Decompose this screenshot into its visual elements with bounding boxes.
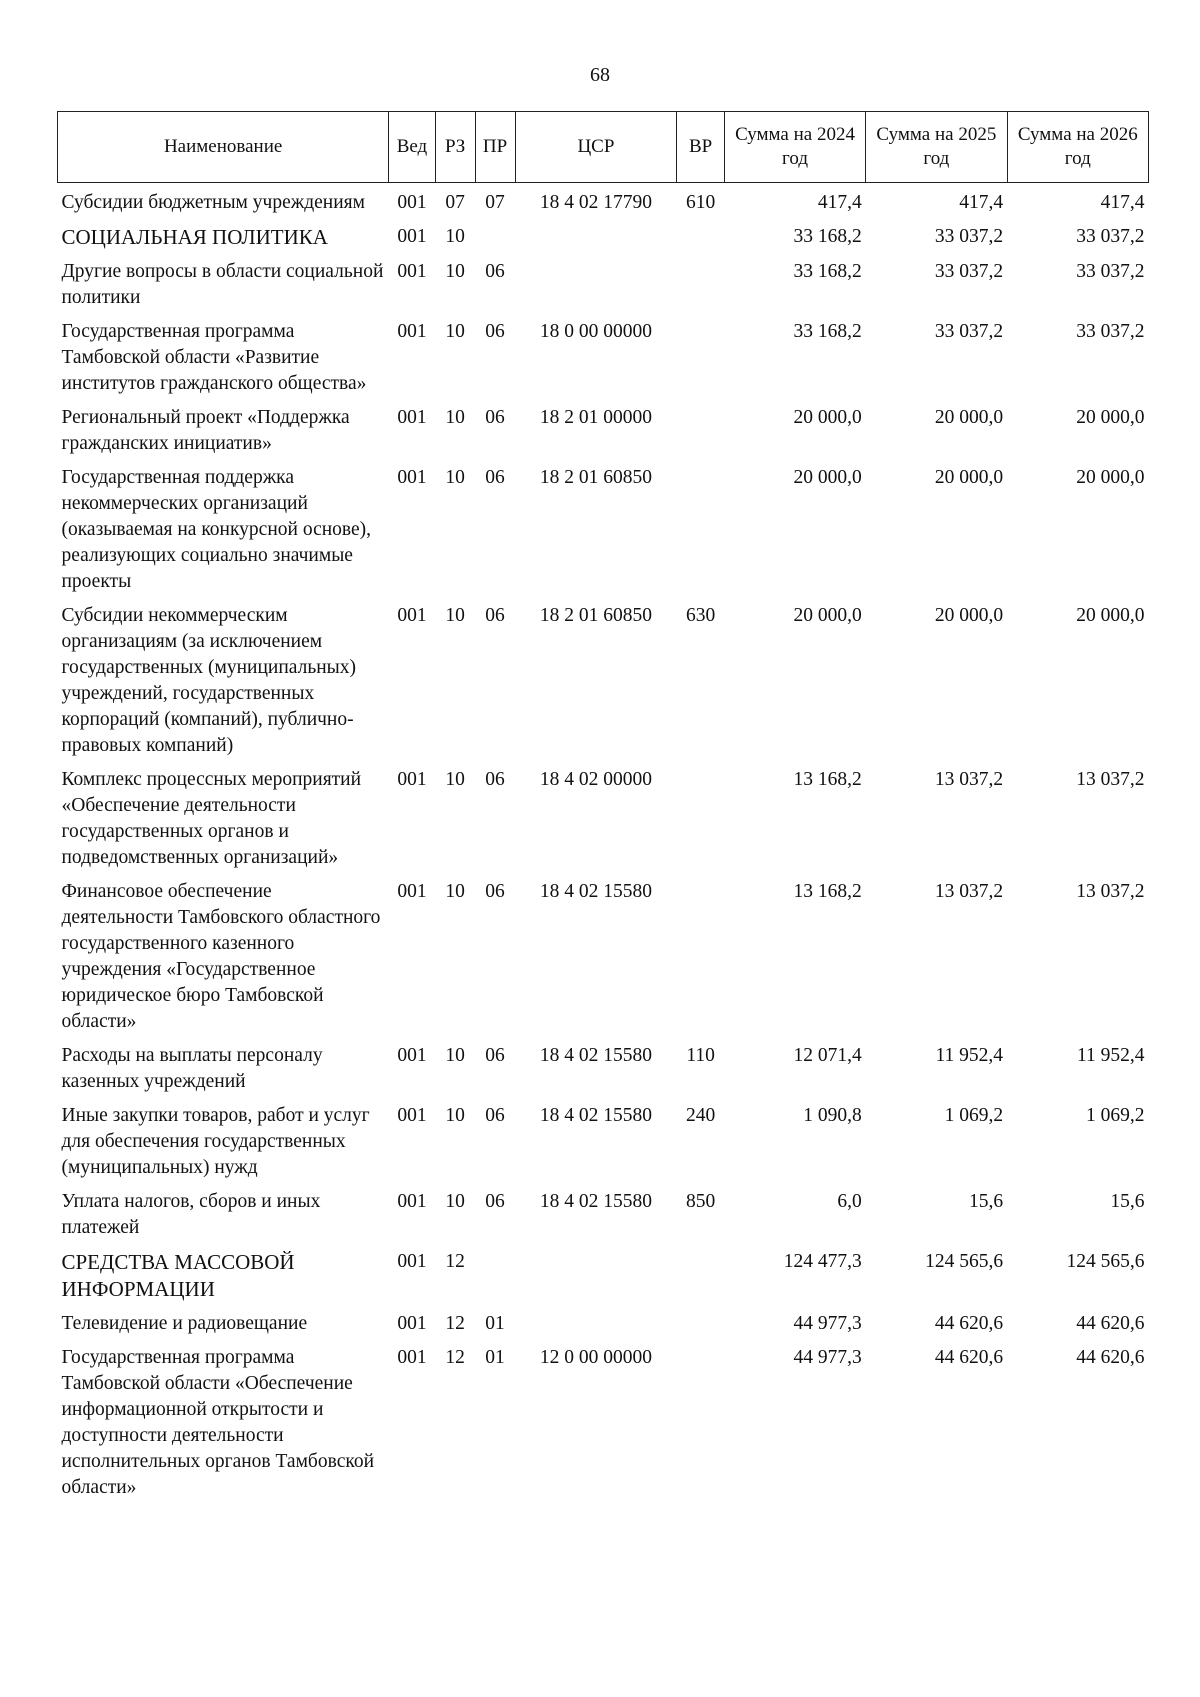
- cell-rz: 10: [445, 605, 465, 626]
- cell-name: Комплекс процессных мероприятий «Обеспечение деятельности государственных органов и подведомственных организаций»: [61, 769, 362, 868]
- cell-name: Иные закупки товаров, работ и услуг для обеспечения государственных (муниципальных) нужд: [61, 1105, 370, 1178]
- cell-sum-2024: 33 168,2: [793, 261, 862, 282]
- cell-sum-2026: 44 620,6: [1076, 1347, 1145, 1368]
- cell-pr: 06: [485, 769, 505, 790]
- cell-sum-2025: 20 000,0: [934, 407, 1004, 428]
- cell-pr: 07: [485, 192, 505, 213]
- cell-sum-2026: 13 037,2: [1076, 769, 1145, 790]
- budget-table: [57, 111, 1149, 1502]
- cell-name: Телевидение и радиовещание: [61, 1313, 308, 1334]
- cell-pr: 01: [485, 1347, 505, 1368]
- cell-ved: 001: [397, 261, 427, 282]
- cell-pr: 06: [485, 605, 505, 626]
- cell-ved: 001: [397, 1313, 427, 1334]
- cell-sum-2024: 20 000,0: [793, 407, 862, 428]
- table-row: [58, 1304, 1149, 1338]
- cell-name: СОЦИАЛЬНАЯ ПОЛИТИКА: [61, 225, 328, 249]
- cell-sum-2025: 20 000,0: [934, 467, 1004, 488]
- cell-sum-2025: 15,6: [968, 1191, 1004, 1212]
- cell-name: Региональный проект «Поддержка гражданских инициатив»: [61, 407, 350, 454]
- table-row: [58, 760, 1149, 872]
- cell-sum-2026: 15,6: [1110, 1191, 1145, 1212]
- cell-vr: 610: [685, 192, 716, 213]
- cell-csr: [515, 252, 677, 312]
- cell-sum-2025: 44 620,6: [934, 1347, 1004, 1368]
- cell-sum-2026: 20 000,0: [1076, 407, 1145, 428]
- table-row: [58, 1096, 1149, 1182]
- cell-vr: [677, 252, 724, 312]
- table-row: [58, 458, 1149, 596]
- cell-name: СРЕДСТВА МАССОВОЙ ИНФОРМАЦИИ: [61, 1250, 295, 1301]
- cell-csr: 18 0 00 00000: [539, 321, 652, 342]
- table-row: [58, 596, 1149, 760]
- cell-csr: 18 4 02 15580: [539, 881, 652, 902]
- cell-name: Субсидии некоммерческим организациям (за исключением государственных (муниципальных) учреждений, государственных корпораций (компаний), публично-правовых компаний): [61, 605, 357, 756]
- header-vr: ВР: [677, 112, 724, 183]
- cell-sum-2026: 33 037,2: [1076, 321, 1145, 342]
- cell-rz: 10: [445, 769, 465, 790]
- cell-sum-2025: 13 037,2: [934, 881, 1004, 902]
- cell-sum-2025: 20 000,0: [934, 605, 1004, 626]
- cell-vr: [677, 1338, 724, 1502]
- table-row: [58, 312, 1149, 398]
- cell-pr: [475, 1242, 515, 1304]
- cell-pr: 06: [485, 261, 505, 282]
- header-csr: ЦСР: [515, 112, 677, 183]
- cell-rz: 12: [445, 1251, 465, 1272]
- cell-sum-2024: 6,0: [837, 1191, 862, 1212]
- cell-sum-2024: 124 477,3: [783, 1251, 862, 1272]
- cell-ved: 001: [397, 226, 427, 247]
- header-rz: РЗ: [435, 112, 475, 183]
- cell-name: Государственная программа Тамбовской области «Обеспечение информационной открытости и доступности деятельности исполнительных органов Тамбовской области»: [61, 1347, 375, 1498]
- cell-sum-2025: 33 037,2: [934, 261, 1004, 282]
- cell-csr: 18 4 02 00000: [539, 769, 652, 790]
- cell-vr: [677, 1304, 724, 1338]
- cell-sum-2025: 44 620,6: [934, 1313, 1004, 1334]
- cell-pr: 06: [485, 1045, 505, 1066]
- cell-vr: 110: [686, 1045, 715, 1066]
- cell-sum-2025: 124 565,6: [925, 1251, 1004, 1272]
- cell-sum-2026: 13 037,2: [1076, 881, 1145, 902]
- cell-csr: 18 4 02 15580: [539, 1045, 652, 1066]
- cell-pr: 06: [485, 881, 505, 902]
- table-header: [58, 112, 1149, 183]
- cell-name: Финансовое обеспечение деятельности Тамбовского областного государственного казенного учреждения «Государственное юридическое бюро Тамбовской области»: [61, 881, 381, 1032]
- cell-sum-2024: 33 168,2: [793, 226, 862, 247]
- cell-rz: 12: [445, 1347, 465, 1368]
- cell-sum-2025: 33 037,2: [934, 226, 1004, 247]
- cell-csr: 18 4 02 15580: [539, 1105, 652, 1126]
- table-row: [58, 1242, 1149, 1304]
- cell-name: Субсидии бюджетным учреждениям: [61, 192, 365, 213]
- cell-csr: 12 0 00 00000: [539, 1347, 652, 1368]
- cell-sum-2026: 20 000,0: [1076, 605, 1145, 626]
- cell-ved: 001: [397, 881, 427, 902]
- table-row: [58, 398, 1149, 458]
- cell-name: Другие вопросы в области социальной политики: [61, 261, 384, 308]
- cell-name: Расходы на выплаты персоналу казенных учреждений: [61, 1045, 323, 1092]
- cell-csr: 18 4 02 15580: [539, 1191, 652, 1212]
- cell-sum-2024: 1 090,8: [803, 1105, 862, 1126]
- header-name: Наименование: [58, 112, 389, 183]
- cell-rz: 07: [445, 192, 465, 213]
- cell-sum-2026: 33 037,2: [1076, 261, 1145, 282]
- cell-sum-2026: 124 565,6: [1066, 1251, 1145, 1272]
- cell-csr: 18 2 01 60850: [539, 467, 652, 488]
- cell-rz: 10: [445, 226, 465, 247]
- table-row: [58, 217, 1149, 252]
- cell-ved: 001: [397, 1191, 427, 1212]
- cell-pr: 06: [485, 407, 505, 428]
- cell-sum-2026: 11 952,4: [1076, 1045, 1145, 1066]
- cell-pr: [475, 217, 515, 252]
- cell-ved: 001: [397, 1251, 427, 1272]
- cell-ved: 001: [397, 769, 427, 790]
- cell-vr: 630: [685, 605, 716, 626]
- cell-rz: 10: [445, 467, 465, 488]
- cell-sum-2026: 20 000,0: [1076, 467, 1145, 488]
- table-row: [58, 1338, 1149, 1502]
- cell-ved: 001: [397, 1347, 427, 1368]
- cell-rz: 10: [445, 407, 465, 428]
- cell-ved: 001: [397, 467, 427, 488]
- cell-rz: 10: [445, 1105, 465, 1126]
- cell-name: Государственная программа Тамбовской области «Развитие институтов гражданского общества»: [61, 321, 367, 394]
- header-sum-2026: Сумма на 2026 год: [1007, 112, 1148, 183]
- cell-ved: 001: [397, 192, 427, 213]
- cell-csr: [515, 1304, 677, 1338]
- cell-pr: 01: [485, 1313, 505, 1334]
- cell-pr: 06: [485, 1105, 505, 1126]
- cell-vr: [677, 458, 724, 596]
- cell-sum-2026: 44 620,6: [1076, 1313, 1145, 1334]
- cell-vr: 850: [685, 1191, 716, 1212]
- header-ved: Вед: [389, 112, 435, 183]
- cell-csr: 18 2 01 00000: [539, 407, 652, 428]
- cell-name: Уплата налогов, сборов и иных платежей: [61, 1191, 321, 1238]
- cell-ved: 001: [397, 407, 427, 428]
- table-body: [58, 183, 1149, 1503]
- cell-ved: 001: [397, 321, 427, 342]
- cell-pr: 06: [485, 467, 505, 488]
- cell-ved: 001: [397, 605, 427, 626]
- cell-sum-2024: 20 000,0: [793, 605, 862, 626]
- cell-sum-2026: 1 069,2: [1086, 1105, 1145, 1126]
- header-pr: ПР: [475, 112, 515, 183]
- cell-csr: [515, 1242, 677, 1304]
- cell-sum-2026: 417,4: [1100, 192, 1145, 213]
- cell-sum-2024: 33 168,2: [793, 321, 862, 342]
- cell-sum-2025: 1 069,2: [944, 1105, 1004, 1126]
- cell-sum-2025: 33 037,2: [934, 321, 1004, 342]
- cell-vr: 240: [685, 1105, 716, 1126]
- cell-csr: [515, 217, 677, 252]
- cell-pr: 06: [485, 321, 505, 342]
- cell-vr: [677, 312, 724, 398]
- cell-vr: [677, 217, 724, 252]
- cell-sum-2024: 13 168,2: [793, 769, 862, 790]
- cell-rz: 10: [445, 1045, 465, 1066]
- cell-vr: [677, 760, 724, 872]
- cell-rz: 10: [445, 261, 465, 282]
- cell-rz: 12: [445, 1313, 465, 1334]
- cell-sum-2024: 417,4: [817, 192, 862, 213]
- cell-sum-2024: 12 071,4: [793, 1045, 862, 1066]
- cell-ved: 001: [397, 1105, 427, 1126]
- cell-rz: 10: [445, 1191, 465, 1212]
- cell-sum-2025: 11 952,4: [935, 1045, 1004, 1066]
- table-row: [58, 872, 1149, 1036]
- cell-csr: 18 4 02 17790: [539, 192, 652, 213]
- table-row: [58, 252, 1149, 312]
- header-row: [58, 112, 1149, 183]
- cell-vr: [677, 872, 724, 1036]
- cell-sum-2025: 13 037,2: [934, 769, 1004, 790]
- cell-sum-2024: 44 977,3: [793, 1347, 862, 1368]
- table-row: [58, 1182, 1149, 1242]
- cell-sum-2024: 20 000,0: [793, 467, 862, 488]
- table-row: [58, 183, 1149, 218]
- cell-sum-2024: 13 168,2: [793, 881, 862, 902]
- header-sum-2024: Сумма на 2024 год: [724, 112, 865, 183]
- cell-rz: 10: [445, 881, 465, 902]
- cell-sum-2026: 33 037,2: [1076, 226, 1145, 247]
- cell-rz: 10: [445, 321, 465, 342]
- header-sum-2025: Сумма на 2025 год: [866, 112, 1007, 183]
- cell-ved: 001: [397, 1045, 427, 1066]
- cell-name: Государственная поддержка некоммерческих организаций (оказываемая на конкурсной основе), реализующих социально значимые проекты: [61, 467, 372, 592]
- cell-vr: [677, 1242, 724, 1304]
- cell-sum-2025: 417,4: [959, 192, 1004, 213]
- page-number: 68: [590, 64, 610, 86]
- table-row: [58, 1036, 1149, 1096]
- cell-vr: [677, 398, 724, 458]
- cell-sum-2024: 44 977,3: [793, 1313, 862, 1334]
- cell-csr: 18 2 01 60850: [539, 605, 652, 626]
- cell-pr: 06: [485, 1191, 505, 1212]
